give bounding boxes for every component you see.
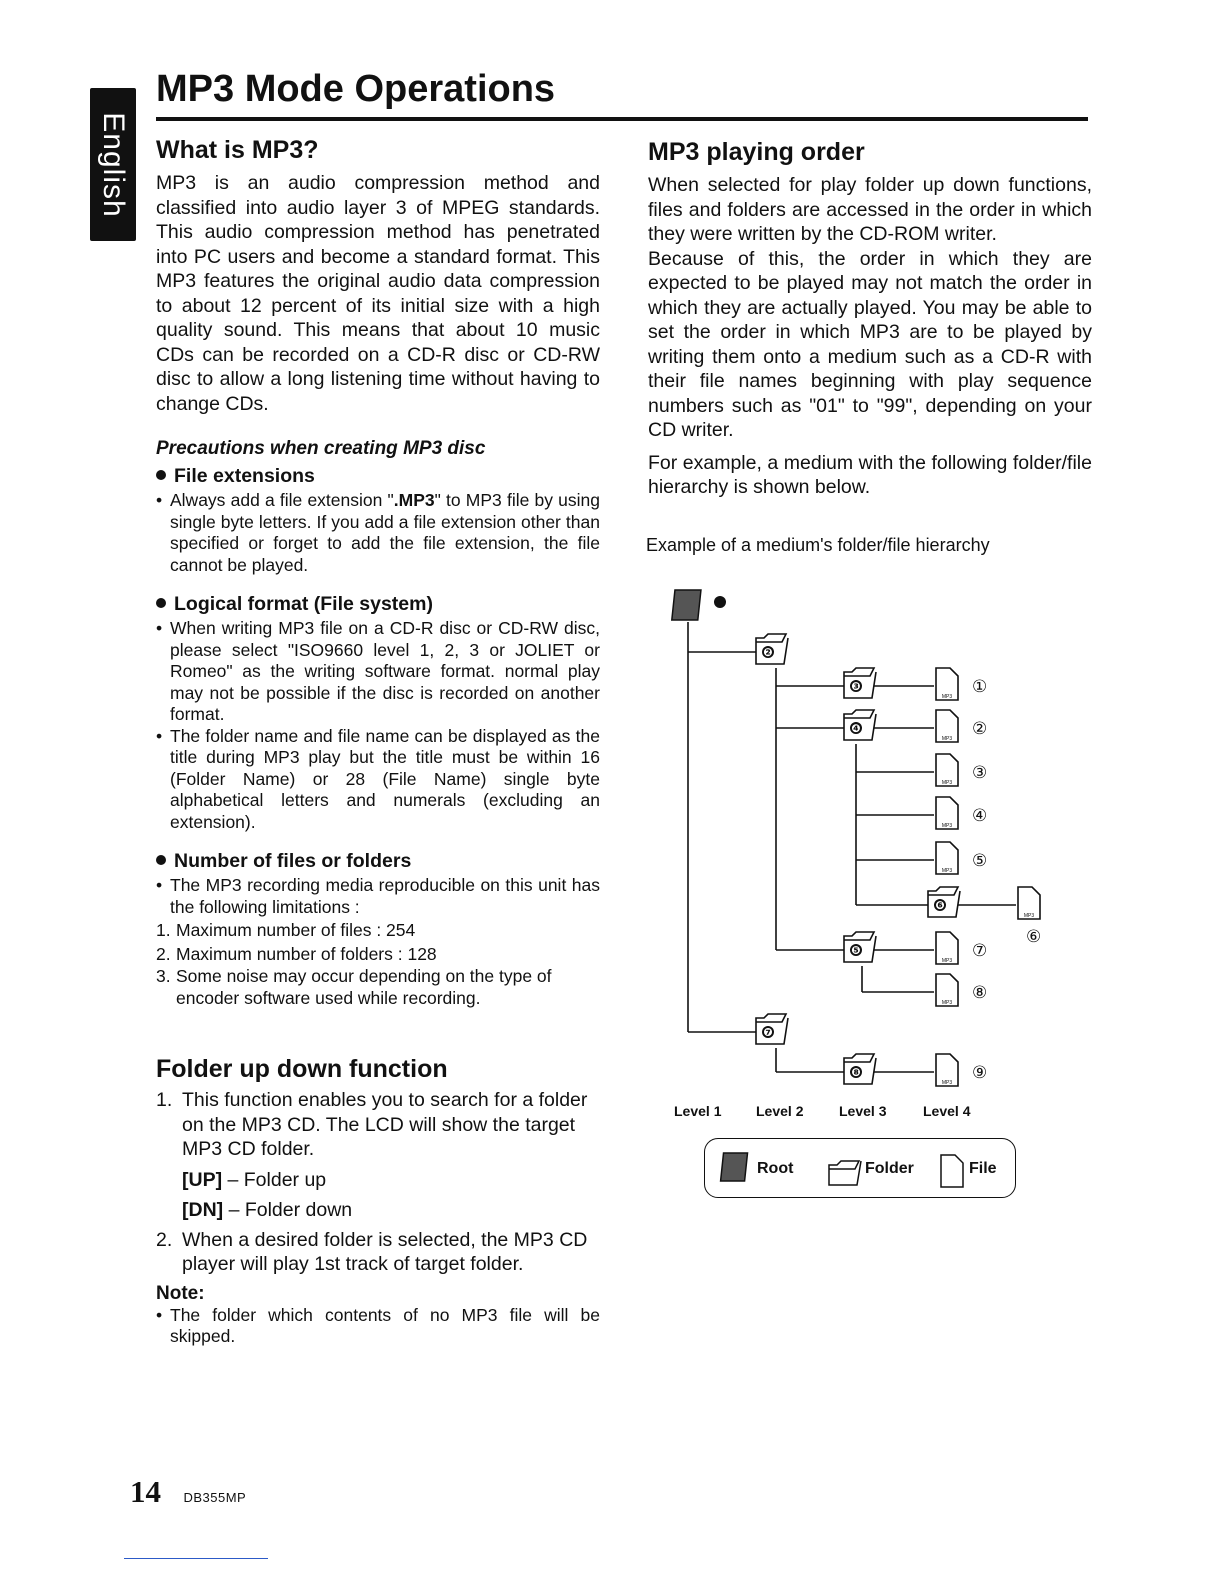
title-rule [156, 117, 1088, 121]
note-label: Note: [156, 1282, 205, 1304]
folder-number: ❽ [851, 1067, 861, 1079]
logical-format-list [156, 618, 600, 833]
step-item: 2. When a desired folder is selected, the MP3 CD player will play 1st track of target folder. [156, 1228, 588, 1275]
file-extensions-heading-text: File extensions [174, 465, 315, 487]
root-marker [714, 596, 726, 608]
what-is-mp3-body: MP3 is an audio compression method and classified into audio layer 3 of MPEG standards. This audio compression method has penetrated into PC users and become a standard format. This MP3 features the original audio data compression to about 12 percent of its initial size with a high quality sound. This means that about 10 music CDs can be recorded on a CD-R disc or CD-RW disc to allow a long listening time without having to change CDs. [156, 172, 600, 415]
file-number: ⑥ [1026, 927, 1042, 946]
folder-up-down-heading: Folder up down function [156, 1055, 448, 1083]
file-icon-label: MP3 [941, 958, 953, 964]
file-number: ① [972, 677, 988, 696]
language-tab-label: English [97, 111, 130, 218]
page-title: MP3 Mode Operations [156, 68, 556, 110]
bullet-dot [156, 855, 166, 865]
number-of-files-intro [156, 875, 600, 918]
list-item: 2. Maximum number of folders : 128 [156, 944, 437, 964]
model-number: DB355MP [183, 1490, 247, 1505]
list-item: • The folder name and file name can be displayed as the title during MP3 play but the title must be within 16 (Folder Name) or 28 (File Name) single byte alphabetical letters and numerals (excluding an extension). [156, 726, 600, 834]
note-list [156, 1305, 600, 1348]
folder-number: ❺ [851, 945, 861, 957]
level-label: Level 1 [674, 1103, 722, 1119]
level-label: Level 4 [923, 1103, 971, 1119]
diagram-legend [704, 1138, 1016, 1198]
folder-number: ❹ [851, 723, 861, 735]
legend-root-label: Root [757, 1160, 794, 1177]
file-icon-label: MP3 [1023, 913, 1035, 919]
file-icon-label: MP3 [941, 1080, 953, 1086]
file-number: ⑤ [972, 851, 988, 870]
left-column [156, 133, 600, 1009]
file-number: ⑧ [972, 983, 988, 1002]
file-icon-label: MP3 [941, 736, 953, 742]
root-icon [672, 590, 726, 620]
number-of-files-heading-text: Number of files or folders [174, 850, 412, 872]
folder-number: ❻ [935, 900, 945, 912]
folder-hierarchy-diagram [664, 580, 1064, 1140]
file-number: ⑦ [972, 941, 988, 960]
list-item: • Always add a file extension ".MP3" to MP3 file by using single byte letters. If you add a file extension other than specified or forget to add the file extension, the file cannot be played. [156, 490, 600, 576]
playing-order-heading: MP3 playing order [648, 138, 865, 166]
file-icon-label: MP3 [941, 1000, 953, 1006]
page-footer [130, 1474, 246, 1510]
folder-up-down-steps [156, 1088, 600, 1277]
list-item: • The MP3 recording media reproducible on this unit has the following limitations : [156, 875, 600, 918]
legend-folder-label: Folder [865, 1160, 914, 1177]
level-label: Level 2 [756, 1103, 804, 1119]
folder-number: ❼ [763, 1027, 773, 1039]
folder-legend-icon [829, 1161, 861, 1185]
list-item: • When writing MP3 file on a CD-R disc or CD-RW disc, please select "ISO9660 level 1, 2, 3 or JOLIET or Romeo" as the writing software format. normal play may not be possible if the disc is recorded on another format. [156, 618, 600, 726]
playing-order-p2: Because of this, the order in which they are expected to be played may not match the order in which they are actually played. You may be able to set the order in which MP3 are to be played by writing them onto a medium such as a CD-R with their file names beginning with play sequence numbers such as "01" to "99", depending on your CD writer. [648, 247, 1092, 441]
file-icon-label: MP3 [941, 780, 953, 786]
logical-format-heading [156, 592, 600, 616]
file-number: ② [972, 719, 988, 738]
level-label: Level 3 [839, 1103, 887, 1119]
folder-number: ❸ [851, 681, 861, 693]
number-of-files-heading [156, 849, 600, 873]
limitations-list [156, 918, 600, 1009]
bullet-dot [156, 470, 166, 480]
logical-format-heading-text: Logical format (File system) [174, 593, 433, 615]
file-icon-label: MP3 [941, 868, 953, 874]
file-icon-label: MP3 [941, 823, 953, 829]
playing-order-p1: When selected for play folder up down functions, files and folders are accessed in the order in which they were written by the CD-ROM writer. [648, 174, 1092, 245]
diagram-caption: Example of a medium's folder/file hierarchy [646, 535, 990, 555]
file-extensions-heading [156, 464, 600, 488]
what-is-mp3-heading: What is MP3? [156, 136, 319, 164]
step-item: 1. This function enables you to search for a folder on the MP3 CD. The LCD will show the target MP3 CD folder. [UP] – Folder up [DN] – Folder down [156, 1088, 600, 1222]
folder-number: ❷ [763, 647, 773, 659]
bottom-rule [124, 1558, 268, 1559]
up-key-line: [UP] – Folder up [182, 1168, 327, 1191]
list-item: 3. Some noise may occur depending on the type of encoder software used while recording. [156, 966, 552, 1008]
page-number: 14 [130, 1474, 161, 1509]
root-legend-icon [721, 1153, 748, 1181]
file-extensions-list [156, 490, 600, 576]
file-number: ⑨ [972, 1063, 988, 1082]
playing-order-p3: For example, a medium with the following folder/file hierarchy is shown below. [648, 451, 1092, 498]
file-icon-label: MP3 [941, 694, 953, 700]
legend-file-label: File [969, 1160, 997, 1177]
list-item: 1. Maximum number of files : 254 [156, 920, 416, 940]
bullet-dot [156, 598, 166, 608]
folder-up-down-section [156, 1052, 600, 1364]
list-item: • The folder which contents of no MP3 file will be skipped. [156, 1305, 600, 1348]
file-number: ③ [972, 763, 988, 782]
file-number: ④ [972, 806, 988, 825]
language-tab [90, 88, 136, 241]
right-column [648, 135, 1092, 500]
dn-key-line: [DN] – Folder down [182, 1198, 353, 1221]
precautions-heading: Precautions when creating MP3 disc [156, 438, 486, 459]
file-legend-icon [941, 1155, 963, 1187]
